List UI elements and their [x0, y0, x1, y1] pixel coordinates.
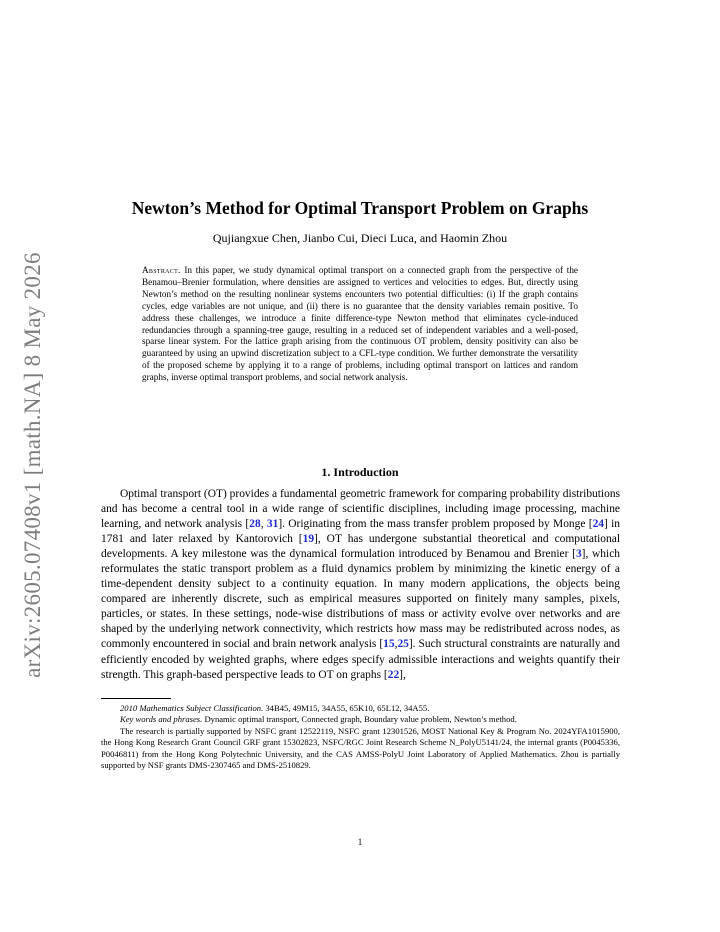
abstract-label: Abstract.	[142, 265, 181, 275]
intro-text: ],	[399, 668, 406, 681]
footnote-divider	[101, 698, 171, 699]
page-number: 1	[357, 837, 363, 847]
msc-footnote	[101, 703, 620, 714]
intro-text: Optimal transport (OT) provides a fundamental geometric framework for comparing probability distributions and has become a central tool in a wide range of scientific disciplines, including image processing, machine learning, and network analysis [	[101, 488, 620, 531]
footnotes	[101, 703, 620, 771]
intro-text: ], OT has undergone substantial theoretical and computational developments. A key milestone was the dynamical formulation introduced by Benamou and Brenier [	[101, 533, 620, 561]
citation-link[interactable]: 19	[302, 533, 315, 546]
abstract	[142, 265, 578, 384]
citation-link[interactable]: 22	[387, 668, 400, 681]
intro-text: ,	[394, 638, 398, 651]
intro-text: ] in 1781 and later relaxed by Kantorovich [	[101, 518, 621, 546]
msc-label: 2010 Mathematics Subject Classification.	[120, 703, 264, 713]
keywords-footnote	[101, 714, 620, 725]
intro-text: ], which reformulates the static transport problem as a fluid dynamics problem by minimizing the kinetic energy of a time-dependent density subject to a continuity equation. In many modern applications, the objects being compared are inherently discrete, such as empirical measures supported on finitely many samples, pixels, particles, or states. In these settings, node-wise distributions of mass or activity evolve over networks and are shaped by the underlying network connectivity, which restricts how mass may be redistributed across nodes, as commonly encountered in social and brain network analysis [	[101, 548, 620, 651]
section-heading: 1. Introduction	[321, 465, 399, 479]
keywords-text: Dynamic optimal transport, Connected graph, Boundary value problem, Newton’s method.	[204, 714, 517, 725]
intro-text: ]. Originating from the mass transfer problem proposed by Monge [	[278, 518, 593, 531]
arxiv-identifier: arXiv:2605.07408v1 [math.NA] 8 May 2026	[20, 252, 45, 678]
msc-codes: 34B45, 49M15, 34A55, 65K10, 65L12, 34A55.	[265, 703, 430, 713]
citation-link[interactable]: 3	[575, 548, 582, 561]
paper-title: Newton’s Method for Optimal Transport Problem on Graphs	[131, 198, 589, 218]
intro-text: ,	[260, 518, 267, 531]
abstract-text: In this paper, we study dynamical optimal transport on a connected graph from the perspective of the Benamou–Brenier formulation, where densities are assigned to vertices and velocities to edges. But, directly using Newton’s method on the resulting nonlinear systems encounters two potential difficulties: (i) If the graph contains cycles, edge variables are not unique, and (ii) there is no guarantee that the density variables remain positive. To address these challenges, we introduce a finite difference-type Newton method that eliminates cycle-induced redundancies through a spanning-tree gauge, resulting in a reduced set of independent variables and a well-posed, sparse linear system. For the lattice graph arising from the continuous OT problem, density positivity can also be guaranteed by using an upwind discretization subject to a CFL-type condition. We further demonstrate the versatility of the proposed scheme by applying it to a range of problems, including optimal transport on lattices and random graphs, inverse optimal transport problems, and social network analysis.	[142, 265, 579, 383]
citation-link[interactable]: 28	[249, 518, 261, 531]
author-list: Qujiangxue Chen, Jianbo Cui, Dieci Luca, and Haomin Zhou	[212, 231, 508, 245]
citation-link[interactable]: 31	[266, 518, 279, 531]
citation-link[interactable]: 24	[592, 518, 604, 531]
citation-link[interactable]: 15	[383, 638, 395, 651]
funding-footnote: The research is partially supported by NSFC grant 12522119, NSFC grant 12301526, MOST National Key & Program No. 2024YFA1015900, the Hong Kong Research Grant Council GRF grant 15302823, NSFC/RGC Joint Research Scheme N_PolyU5141/24, the internal grants (P0045336, P0046811) from the Hong Kong Polytechnic University, and the CAS AMSS-PolyU Joint Laboratory of Applied Mathematics. Zhou is partially supported by NSF grants DMS-2307465 and DMS-2510829.	[101, 725, 620, 771]
arxiv-stamp	[10, 240, 56, 690]
citation-link[interactable]: 25	[397, 638, 409, 651]
keywords-label: Key words and phrases.	[120, 714, 203, 725]
intro-text: ]. Such structural constraints are naturally and efficiently encoded by weighted graphs, where edges specify admissible interactions and weights quantify their strength. This graph-based perspective leads to OT on graphs [	[101, 638, 620, 681]
intro-paragraph	[101, 487, 620, 683]
